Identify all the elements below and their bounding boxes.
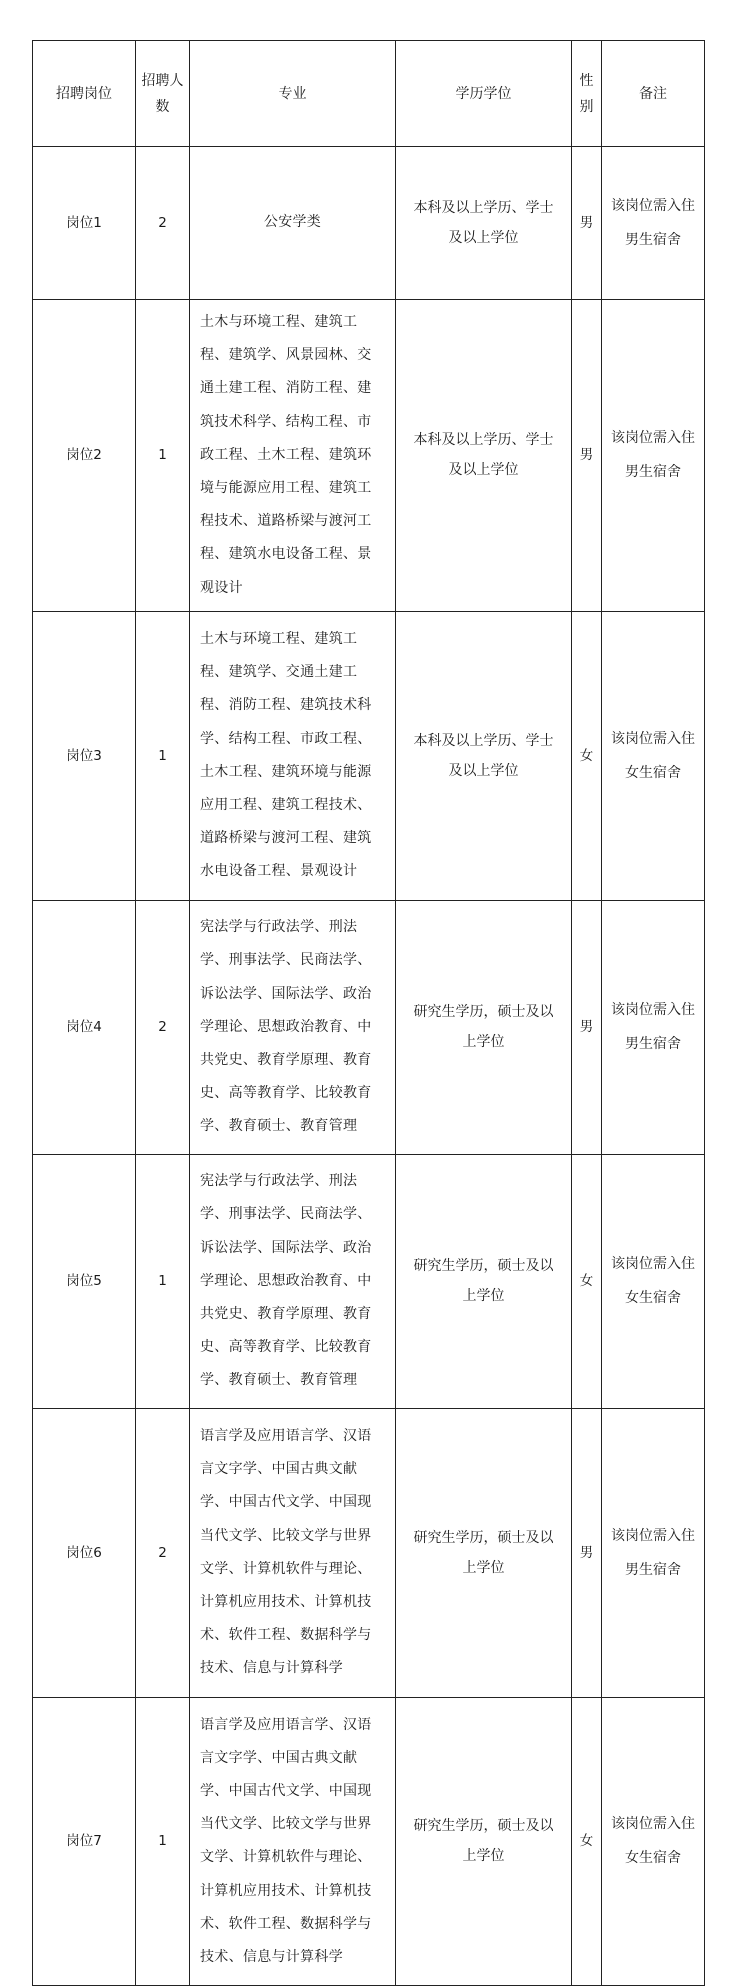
table-row xyxy=(33,300,705,612)
header-count: 招聘人数 xyxy=(136,41,190,147)
post-cell: 岗位6 xyxy=(33,1408,136,1697)
count-cell: 1 xyxy=(136,1697,190,1985)
note-cell: 该岗位需入住女生宿舍 xyxy=(602,611,705,900)
table-row xyxy=(33,900,705,1154)
note-cell: 该岗位需入住女生宿舍 xyxy=(602,1154,705,1408)
major-cell: 宪法学与行政法学、刑法学、刑事法学、民商法学、诉讼法学、国际法学、政治学理论、思想政治教育、中共党史、教育学原理、教育史、高等教育学、比较教育学、教育硕士、教育管理 xyxy=(190,1154,396,1408)
note-cell: 该岗位需入住女生宿舍 xyxy=(602,1697,705,1985)
note-cell: 该岗位需入住男生宿舍 xyxy=(602,300,705,612)
major-cell: 公安学类 xyxy=(190,147,396,300)
count-cell: 2 xyxy=(136,1408,190,1697)
education-cell: 研究生学历，硕士及以上学位 xyxy=(396,900,572,1154)
major-cell: 土木与环境工程、建筑工程、建筑学、风景园林、交通土建工程、消防工程、建筑技术科学、结构工程、市政工程、土木工程、建筑环境与能源应用工程、建筑工程技术、道路桥梁与渡河工程、建筑水电设备工程、景观设计 xyxy=(190,300,396,612)
post-cell: 岗位2 xyxy=(33,300,136,612)
header-post: 招聘岗位 xyxy=(33,41,136,147)
post-cell: 岗位3 xyxy=(33,611,136,900)
education-cell: 本科及以上学历、学士及以上学位 xyxy=(396,147,572,300)
table-row xyxy=(33,611,705,900)
header-education: 学历学位 xyxy=(396,41,572,147)
post-cell: 岗位7 xyxy=(33,1697,136,1985)
count-cell: 1 xyxy=(136,300,190,612)
header-gender: 性别 xyxy=(572,41,602,147)
count-cell: 2 xyxy=(136,900,190,1154)
education-cell: 研究生学历，硕士及以上学位 xyxy=(396,1154,572,1408)
education-cell: 本科及以上学历、学士及以上学位 xyxy=(396,611,572,900)
header-major: 专业 xyxy=(190,41,396,147)
post-cell: 岗位5 xyxy=(33,1154,136,1408)
post-cell: 岗位4 xyxy=(33,900,136,1154)
recruitment-table-container xyxy=(32,40,704,1986)
count-cell: 2 xyxy=(136,147,190,300)
count-cell: 1 xyxy=(136,611,190,900)
gender-cell: 女 xyxy=(572,1697,602,1985)
education-cell: 研究生学历，硕士及以上学位 xyxy=(396,1697,572,1985)
major-cell: 语言学及应用语言学、汉语言文字学、中国古典文献学、中国古代文学、中国现当代文学、比较文学与世界文学、计算机软件与理论、计算机应用技术、计算机技术、软件工程、数据科学与技术、信息与计算科学 xyxy=(190,1408,396,1697)
count-cell: 1 xyxy=(136,1154,190,1408)
note-cell: 该岗位需入住男生宿舍 xyxy=(602,900,705,1154)
gender-cell: 男 xyxy=(572,1408,602,1697)
note-cell: 该岗位需入住男生宿舍 xyxy=(602,1408,705,1697)
education-cell: 研究生学历，硕士及以上学位 xyxy=(396,1408,572,1697)
recruitment-table xyxy=(32,40,705,1986)
education-cell: 本科及以上学历、学士及以上学位 xyxy=(396,300,572,612)
gender-cell: 女 xyxy=(572,1154,602,1408)
table-row xyxy=(33,1697,705,1985)
major-cell: 土木与环境工程、建筑工程、建筑学、交通土建工程、消防工程、建筑技术科学、结构工程、市政工程、土木工程、建筑环境与能源应用工程、建筑工程技术、道路桥梁与渡河工程、建筑水电设备工程、景观设计 xyxy=(190,611,396,900)
gender-cell: 女 xyxy=(572,611,602,900)
gender-cell: 男 xyxy=(572,900,602,1154)
table-row xyxy=(33,1154,705,1408)
table-row xyxy=(33,147,705,300)
gender-cell: 男 xyxy=(572,300,602,612)
header-note: 备注 xyxy=(602,41,705,147)
gender-cell: 男 xyxy=(572,147,602,300)
note-cell: 该岗位需入住男生宿舍 xyxy=(602,147,705,300)
table-row xyxy=(33,1408,705,1697)
major-cell: 语言学及应用语言学、汉语言文字学、中国古典文献学、中国古代文学、中国现当代文学、比较文学与世界文学、计算机软件与理论、计算机应用技术、计算机技术、软件工程、数据科学与技术、信息与计算科学 xyxy=(190,1697,396,1985)
major-cell: 宪法学与行政法学、刑法学、刑事法学、民商法学、诉讼法学、国际法学、政治学理论、思想政治教育、中共党史、教育学原理、教育史、高等教育学、比较教育学、教育硕士、教育管理 xyxy=(190,900,396,1154)
post-cell: 岗位1 xyxy=(33,147,136,300)
table-header-row xyxy=(33,41,705,147)
